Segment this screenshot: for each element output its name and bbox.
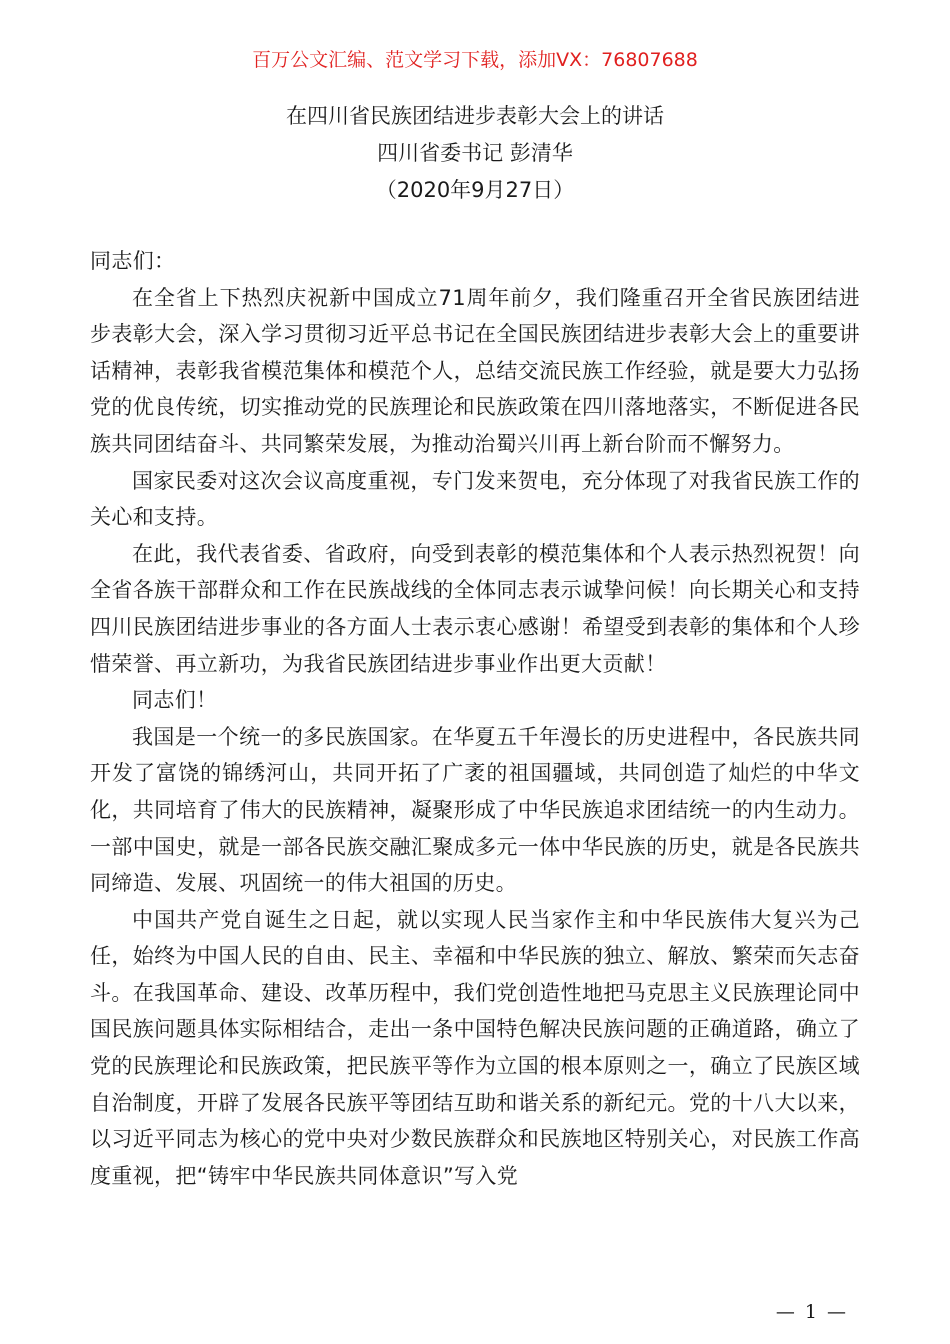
speech-date: （2020年9月27日） [375,178,575,202]
page-number [0,1298,950,1326]
paragraph: 在全省上下热烈庆祝新中国成立71周年前夕，我们隆重召开全省民族团结进步表彰大会，深入学习贯彻习近平总书记在全国民族团结进步表彰大会上的重要讲话精神，表彰我省模范集体和模范个人，总结交流民族工作经验，就是要大力弘扬党的优良传统，切实推动党的民族理论和民族政策在四川落地落实，不断促进各民族共同团结奋斗、共同繁荣发展，为推动治蜀兴川再上新台阶而不懈努力。 [90,285,860,456]
paragraph: 我国是一个统一的多民族国家。在华夏五千年漫长的历史进程中，各民族共同开发了富饶的锦绣河山，共同开拓了广袤的祖国疆域，共同创造了灿烂的中华文化，共同培育了伟大的民族精神，凝聚形成了中华民族追求团结统一的内生动力。一部中国史，就是一部各民族交融汇聚成多元一体中华民族的历史，就是各民族共同缔造、发展、巩固统一的伟大祖国的历史。 [90,724,860,896]
greeting: 同志们： [90,249,176,273]
speech-body [90,243,860,1194]
watermark-banner: 百万公文汇编、范文学习下载，添加VX：76807688 [252,49,698,71]
paragraph: 国家民委对这次会议高度重视，专门发来贺电，充分体现了对我省民族工作的关心和支持。 [90,468,860,530]
paragraph: 在此，我代表省委、省政府，向受到表彰的模范集体和个人表示热烈祝贺！向全省各族干部群众和工作在民族战线的全体同志表示诚挚问候！向长期关心和支持四川民族团结进步事业的各方面人士表示衷心感谢！希望受到表彰的集体和个人珍惜荣誉、再立新功，为我省民族团结进步事业作出更大贡献！ [90,541,860,676]
document-title: 在四川省民族团结进步表彰大会上的讲话 [286,104,664,128]
speaker-line: 四川省委书记 彭清华 [377,141,573,165]
document-header [0,98,950,209]
page-number-label: — 1 — [775,1301,848,1323]
paragraph: 中国共产党自诞生之日起，就以实现人民当家作主和中华民族伟大复兴为己任，始终为中国人民的自由、民主、幸福和中华民族的独立、解放、繁荣而矢志奋斗。在我国革命、建设、改革历程中，我们党创造性地把马克思主义民族理论同中国民族问题具体实际相结合，走出一条中国特色解决民族问题的正确道路，确立了党的民族理论和民族政策，把民族平等作为立国的根本原则之一，确立了民族区域自治制度，开辟了发展各民族平等团结互助和谐关系的新纪元。党的十八大以来，以习近平同志为核心的党中央对少数民族群众和民族地区特别关心，对民族工作高度重视，把“铸牢中华民族共同体意识”写入党 [90,907,860,1188]
paragraph: 同志们！ [132,688,218,713]
